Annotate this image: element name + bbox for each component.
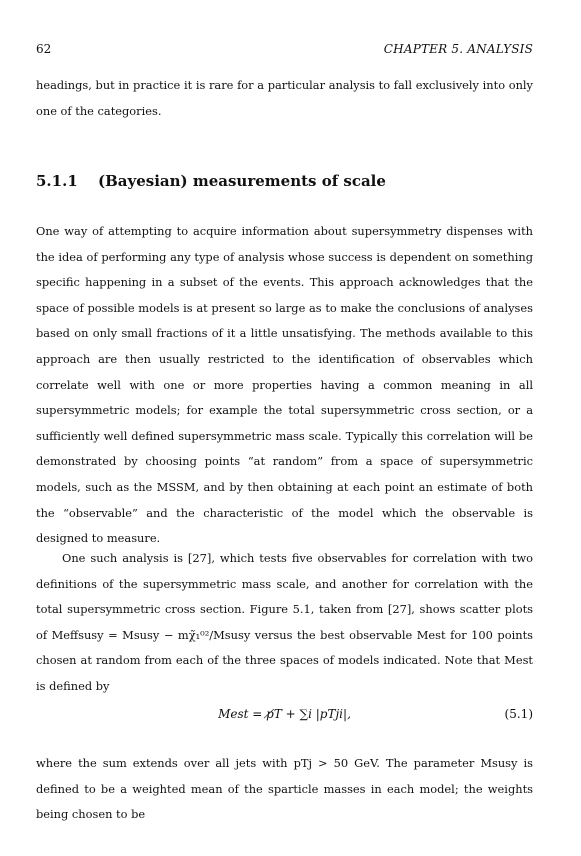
paragraph-continuation: headings, but in practice it is rare for a particular analysis to fall exclusively into only one of the categories. [36, 78, 533, 118]
equation-block [36, 703, 533, 739]
page-header [36, 42, 533, 58]
paragraph-body-1: One way of attempting to acquire information about supersymmetry dispenses with the idea of performing any type of analysis whose success is dependent on something specific happening in a subset of the events. This approach acknowledges that the space of possible models is at present so large as to make the conclusions of analyses based on only small fractions of it a little unsatisfying. The methods available to this approach are then usually restricted to the identification of observables which correlate well with one or more properties having a common meaning in all supersymmetric models; for example the total supersymmetric cross section, or a sufficiently well defined supersymmetric mass scale. Typically this correlation will be demonstrated by choosing points “at random” from a space of supersymmetric models, such as the MSSM, and by then obtaining at each point an estimate of both the “observable” and the characteristic of the model which the observable is designed to measure. [36, 224, 533, 546]
paragraph-body-3: where the sum extends over all jets with pTj > 50 GeV. The parameter Msusy is defined to be a weighted mean of the sparticle masses in each model; the weights being chosen to be [36, 756, 533, 822]
equation-math: Mest = p̸T + ∑i |pTji|, [218, 707, 351, 721]
chapter-running-title: CHAPTER 5. ANALYSIS [383, 42, 533, 56]
section-number: 5.1.1 [36, 172, 78, 190]
paragraph-body-2: One such analysis is [27], which tests five observables for correlation with two definitions of the supersymmetric mass scale, and another for correlation with the total supersymmetric cross section. Figure 5.1, taken from [27], shows scatter plots of Meffsusy = Msusy − mχ̃₁⁰²/Msusy versus the best observable Mest for 100 points chosen at random from each of the three spaces of models indicated. Note that Mest is defined by [36, 551, 533, 693]
page-number: 62 [36, 42, 52, 56]
section-heading [36, 172, 533, 190]
section-title: (Bayesian) measurements of scale [98, 172, 386, 190]
equation-label: (5.1) [504, 707, 533, 721]
